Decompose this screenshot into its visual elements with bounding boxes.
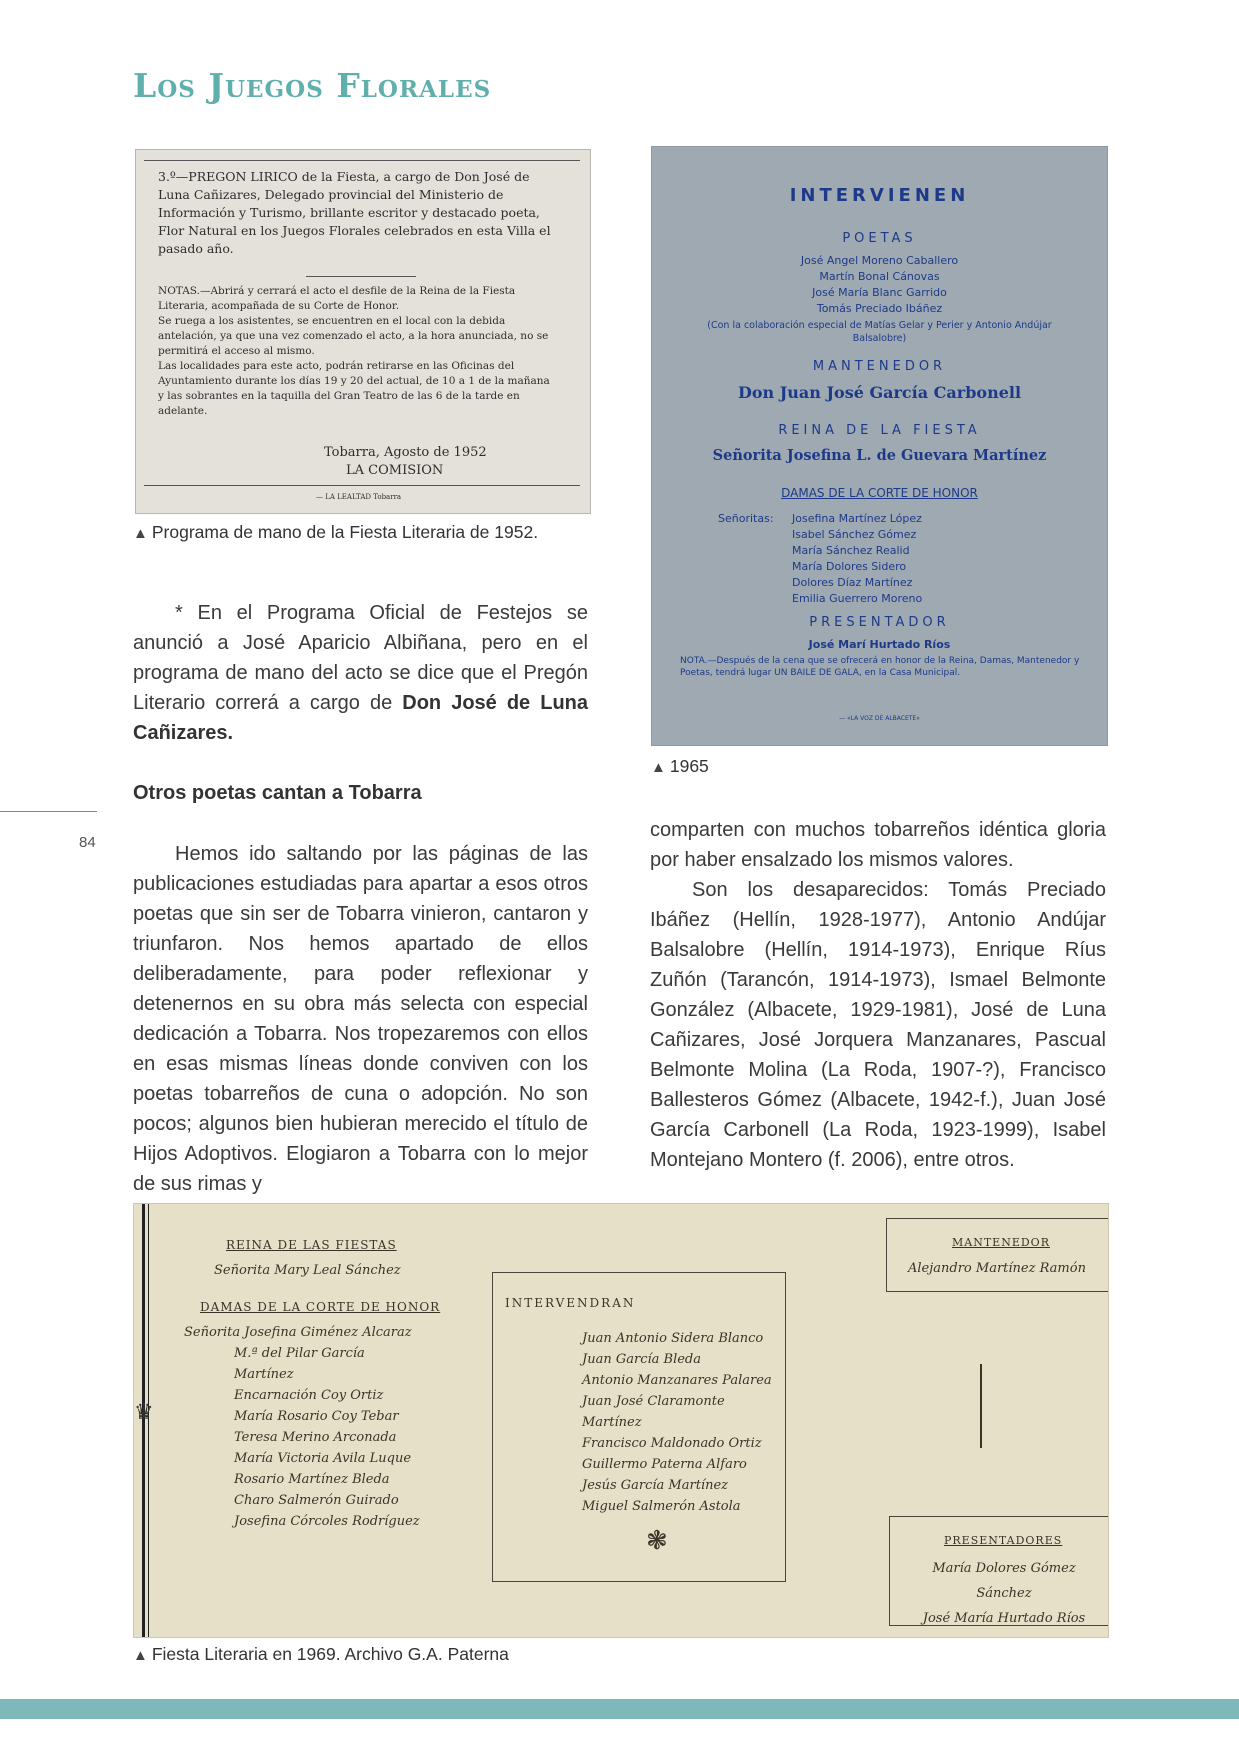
program-1969-reina-label: REINA DE LAS FIESTAS (226, 1238, 397, 1252)
photo-program-1969 (133, 1203, 1109, 1638)
program-1969-poeta: Miguel Salmerón Astola (582, 1499, 741, 1514)
program-1965-mantenedor: Don Juan José García Carbonell (737, 383, 1022, 402)
footnote-bold-name: Don José de Luna Cañizares. (133, 692, 588, 744)
paragraph-2: comparten con muchos tobarreños idéntica gloria por haber ensalzado los mismos valores. (650, 819, 1106, 871)
program-1969-poeta: Juan García Bleda (582, 1352, 701, 1367)
program-1969-poeta: Guillermo Paterna Alfaro (582, 1457, 747, 1472)
program-1969-dama: Rosario Martínez Bleda (234, 1472, 390, 1487)
program-1969-poeta: Juan Antonio Sidera Blanco (582, 1331, 764, 1346)
program-1965-poeta: Tomás Preciado Ibáñez (816, 302, 943, 315)
program-1952-place-date: Tobarra, Agosto de 1952 (324, 445, 487, 460)
program-1965-reina-label: REINA DE LA FIESTA (778, 423, 981, 438)
program-1965-poeta: José Angel Moreno Caballero (800, 254, 959, 267)
program-1969-mantenedor-label: MANTENEDOR (952, 1236, 1050, 1249)
bracket-icon (980, 1364, 982, 1448)
program-1952-notas-1: Abrirá y cerrará el acto el desfile de la Reina de la Fiesta Literaria, acompañada de su Corte de Honor. (158, 285, 516, 312)
photo-program-1965 (651, 146, 1108, 746)
program-1969-poeta: Francisco Maldonado Ortiz (582, 1436, 762, 1451)
triangle-icon: ▲ (133, 1647, 148, 1664)
program-1969-damas-label: DAMAS DE LA CORTE DE HONOR (200, 1300, 441, 1314)
program-1969-dama: María Victoria Avila Luque (234, 1451, 412, 1466)
program-1965-collab: (Con la colaboración especial de Matías Gelar y Perier y Antonio Andújar Balsalobre) (707, 320, 1052, 344)
program-1965-dama: Dolores Díaz Martínez (792, 576, 913, 589)
body-column-right (650, 815, 1106, 1175)
program-1965-poeta: José María Blanc Garrido (812, 286, 947, 299)
program-1969-dama: Charo Salmerón Guirado (234, 1493, 399, 1508)
program-1965-mantenedor-label: MANTENEDOR (812, 359, 947, 374)
caption-1952-text: Programa de mano de la Fiesta Literaria de 1952. (151, 522, 539, 542)
program-1965-nota: NOTA.—Después de la cena que se ofrecerá en honor de la Reina, Damas, Mantenedor y Poetas, tendrá lugar UN BAILE DE GALA, en la Casa Municipal. (680, 656, 1080, 678)
section-heading: Otros poetas cantan a Tobarra (133, 782, 422, 804)
program-1965-damas (792, 511, 1042, 607)
program-1969-dama: Josefina Córcoles Rodríguez (234, 1514, 420, 1529)
program-1969-dama: Teresa Merino Arconada (234, 1430, 397, 1445)
program-1969-dama: M.ª del Pilar García Martínez (234, 1346, 365, 1382)
program-1965-damas-prefix: Señoritas: (718, 512, 774, 525)
program-1965-heading: INTERVIENEN (789, 185, 970, 206)
program-1952-pregon: 3.º—PREGON LIRICO de la Fiesta, a cargo de Don José de Luna Cañizares, Delegado provincial del Ministerio de Información y Turismo, brillante escritor y destacado poeta, Flor Natural en los Juegos Florales celebrados en esta Villa el pasado año. (158, 169, 551, 256)
program-1969-presentadores-label: PRESENTADORES (944, 1534, 1063, 1547)
program-1965-dama: Josefina Martínez López (792, 512, 922, 525)
footnote (133, 598, 588, 748)
margin-rule (0, 811, 97, 812)
program-1965-presentador: José Marí Hurtado Ríos (808, 638, 951, 651)
page-number: 84 (79, 834, 96, 851)
program-1969-intervendran (582, 1328, 782, 1517)
program-1969-poeta: Jesús García Martínez (582, 1478, 728, 1493)
photo-program-1952 (135, 149, 591, 514)
program-1965-dama: María Dolores Sidero (792, 560, 907, 573)
program-1969-presentador: José María Hurtado Ríos (922, 1611, 1086, 1626)
paragraph-1: Hemos ido saltando por las páginas de las publicaciones estudiadas para apartar a esos otros poetas que sin ser de Tobarra vinieron, cantaron y triunfaron. Nos hemos apartado de ellos deliberadamente, para poder reflexionar y detenernos en su obra más selecta con especial dedicación a Tobarra. Nos tropezaremos con ellos en esas mismas líneas donde conviven con los poetas tobarreños de cuna o adopción. No son pocos; algunos bien hubieran merecido el título de Hijos Adoptivos. Elogiaron a Tobarra con lo mejor de sus rimas y (133, 843, 588, 1195)
body-column-left (133, 839, 588, 1199)
program-1969-dama: María Rosario Coy Tebar (234, 1409, 399, 1424)
footnote-text: * En el Programa Oficial de Festejos se anunció a José Aparicio Albiñana, pero en el programa de mano del acto se dice que el Pregón Literario correrá a cargo de (133, 602, 588, 714)
program-1965-reina: Señorita Josefina L. de Guevara Martínez (712, 447, 1047, 464)
program-1965-poetas (652, 253, 1107, 317)
program-1965-presentador-label: PRESENTADOR (809, 615, 950, 630)
program-1969-dama: Encarnación Coy Ortiz (234, 1388, 384, 1403)
program-1969-poeta: Antonio Manzanares Palarea (582, 1373, 772, 1388)
program-1969-presentador: María Dolores Gómez Sánchez (932, 1561, 1076, 1601)
program-1952-notas-label: NOTAS.— (158, 285, 211, 297)
program-1965-printer: — «LA VOZ DE ALBACETE» (839, 715, 920, 722)
program-1965-dama: María Sánchez Realid (792, 544, 910, 557)
caption-1965 (651, 756, 709, 777)
ornament-icon: ❃ (646, 1525, 668, 1555)
program-1952-notas (158, 284, 558, 419)
program-1965-damas-label: DAMAS DE LA CORTE DE HONOR (781, 486, 978, 500)
program-1965-poetas-label: POETAS (842, 231, 917, 246)
program-1965-dama: Emilia Guerrero Moreno (792, 592, 923, 605)
caption-1969-text: Fiesta Literaria en 1969. Archivo G.A. Paterna (151, 1644, 509, 1664)
program-1952-notas-2: Se ruega a los asistentes, se encuentren en el local con la debida antelación, ya que una vez comenzado el acto, a la hora anunciada, no se permitirá el acceso al mismo. (158, 315, 549, 357)
program-1952-notas-3: Las localidades para este acto, podrán retirarse en las Oficinas del Ayuntamiento durante los días 19 y 20 del actual, de 10 a 1 de la mañana y las sobrantes en la taquilla del Gran Teatro de las 6 de la tarde en adelante. (158, 360, 550, 417)
program-1969-poeta: Juan José Claramonte Martínez (582, 1394, 725, 1430)
program-1965-poeta: Martín Bonal Cánovas (819, 270, 940, 283)
program-1952-printer: — LA LEALTAD Tobarra (316, 493, 402, 501)
page-title: Los Juegos Florales (133, 66, 492, 105)
program-1952-signature: LA COMISION (346, 463, 444, 478)
caption-1952 (133, 522, 538, 543)
program-1969-intervendran-label: INTERVENDRAN (505, 1296, 636, 1310)
program-1969-presentadores (904, 1556, 1104, 1631)
paragraph-3: Son los desaparecidos: Tomás Preciado Ibáñez (Hellín, 1928-1977), Antonio Andújar Balsalobre (Hellín, 1914-1973), Enrique Ríus Zuñón (Tarancón, 1914-1973), Ismael Belmonte González (Albacete, 1929-1981), José de Luna Cañizares, José Jorquera Manzanares, Pascual Belmonte Molina (La Roda, 1907-?), Francisco Ballesteros Gómez (Albacete, 1942-f.), Juan José García Carbonell (La Roda, 1923-1999), Isabel Montejano Montero (f. 2006), entre otros. (650, 879, 1106, 1171)
caption-1965-text: 1965 (669, 756, 709, 776)
program-1969-mantenedor: Alejandro Martínez Ramón (908, 1261, 1086, 1276)
footer-band (0, 1699, 1239, 1719)
caption-1969 (133, 1644, 509, 1665)
program-1969-damas (184, 1322, 424, 1532)
program-1969-reina: Señorita Mary Leal Sánchez (214, 1263, 401, 1278)
program-1969-mantenedor-box (886, 1218, 1109, 1292)
triangle-icon: ▲ (651, 759, 666, 776)
triangle-icon: ▲ (133, 525, 148, 542)
program-1969-dama: Señorita Josefina Giménez Alcaraz (184, 1325, 412, 1340)
crown-icon: ♛ (134, 1399, 154, 1424)
program-1965-dama: Isabel Sánchez Gómez (792, 528, 917, 541)
